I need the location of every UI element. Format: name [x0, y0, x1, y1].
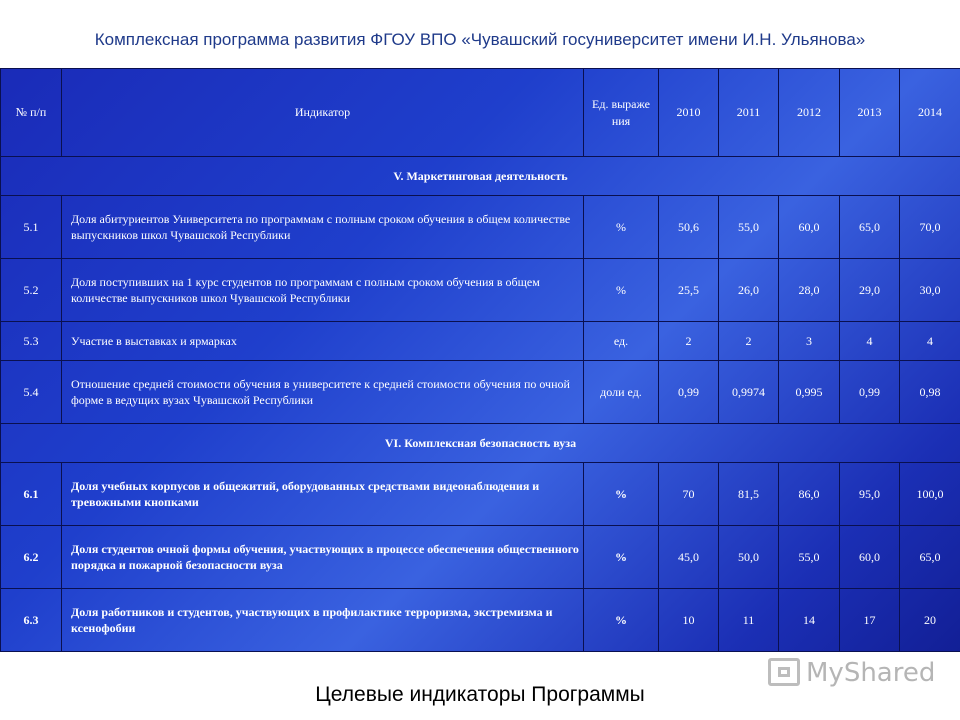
column-header-year: 2014 — [900, 69, 960, 157]
row-num: 6.1 — [1, 463, 62, 526]
row-value: 65,0 — [900, 526, 960, 589]
row-value: 60,0 — [840, 526, 900, 589]
row-value: 20 — [900, 589, 960, 652]
row-num: 6.2 — [1, 526, 62, 589]
section-row — [1, 424, 960, 463]
row-num: 5.3 — [1, 322, 62, 361]
row-value: 55,0 — [719, 196, 779, 259]
row-value: 28,0 — [779, 259, 840, 322]
slide-caption: Целевые индикаторы Программы — [315, 683, 645, 706]
row-value: 14 — [779, 589, 840, 652]
column-header-indicator: Индикатор — [62, 69, 584, 157]
row-unit: % — [584, 463, 659, 526]
row-value: 0,98 — [900, 361, 960, 424]
column-header-unit: Ед. выраже ния — [584, 69, 659, 157]
row-unit: % — [584, 526, 659, 589]
row-value: 50,6 — [659, 196, 719, 259]
row-indicator: Доля студентов очной формы обучения, участвующих в процессе обеспечения общественного порядка и пожарной безопасности вуза — [62, 526, 584, 589]
row-indicator: Доля учебных корпусов и общежитий, оборудованных средствами видеонаблюдения и тревожными кнопками — [62, 463, 584, 526]
row-unit: доли ед. — [584, 361, 659, 424]
row-value: 65,0 — [840, 196, 900, 259]
table-row — [1, 526, 960, 589]
row-value: 0,99 — [659, 361, 719, 424]
row-value: 2 — [659, 322, 719, 361]
row-value: 17 — [840, 589, 900, 652]
indicators-table-area — [0, 68, 960, 652]
row-value: 3 — [779, 322, 840, 361]
row-value: 26,0 — [719, 259, 779, 322]
row-value: 0,99 — [840, 361, 900, 424]
row-value: 2 — [719, 322, 779, 361]
row-value: 81,5 — [719, 463, 779, 526]
row-unit: ед. — [584, 322, 659, 361]
row-value: 25,5 — [659, 259, 719, 322]
row-value: 29,0 — [840, 259, 900, 322]
row-value: 86,0 — [779, 463, 840, 526]
table-row — [1, 259, 960, 322]
row-unit: % — [584, 196, 659, 259]
row-value: 45,0 — [659, 526, 719, 589]
row-value: 55,0 — [779, 526, 840, 589]
row-value: 50,0 — [719, 526, 779, 589]
row-num: 5.2 — [1, 259, 62, 322]
row-value: 95,0 — [840, 463, 900, 526]
section-row — [1, 157, 960, 196]
row-value: 100,0 — [900, 463, 960, 526]
column-header-year: 2012 — [779, 69, 840, 157]
table-row — [1, 589, 960, 652]
row-value: 30,0 — [900, 259, 960, 322]
row-value: 11 — [719, 589, 779, 652]
section-title: V. Маркетинговая деятельность — [1, 157, 960, 196]
column-header-year: 2013 — [840, 69, 900, 157]
row-num: 6.3 — [1, 589, 62, 652]
row-indicator: Отношение средней стоимости обучения в университете к средней стоимости обучения по очной форме в ведущих вузах Чувашской Республики — [62, 361, 584, 424]
row-indicator: Доля работников и студентов, участвующих в профилактике терроризма, экстремизма и ксенофобии — [62, 589, 584, 652]
table-header-row — [1, 69, 960, 157]
row-value: 70,0 — [900, 196, 960, 259]
row-value: 10 — [659, 589, 719, 652]
table-row — [1, 361, 960, 424]
column-header-num: № п/п — [1, 69, 62, 157]
row-unit: % — [584, 259, 659, 322]
row-num: 5.4 — [1, 361, 62, 424]
row-indicator: Участие в выставках и ярмарках — [62, 322, 584, 361]
table-row — [1, 322, 960, 361]
slides-icon — [768, 658, 800, 686]
row-value: 60,0 — [779, 196, 840, 259]
row-value: 4 — [840, 322, 900, 361]
column-header-year: 2011 — [719, 69, 779, 157]
section-title: VI. Комплексная безопасность вуза — [1, 424, 960, 463]
row-indicator: Доля поступивших на 1 курс студентов по программам с полным сроком обучения в общем количестве выпускников школ Чувашской Республики — [62, 259, 584, 322]
row-value: 0,9974 — [719, 361, 779, 424]
table-row — [1, 196, 960, 259]
row-value: 4 — [900, 322, 960, 361]
row-unit: % — [584, 589, 659, 652]
indicators-table — [0, 68, 960, 652]
row-indicator: Доля абитуриентов Университета по программам с полным сроком обучения в общем количестве выпускников школ Чувашской Республики — [62, 196, 584, 259]
row-value: 0,995 — [779, 361, 840, 424]
row-value: 70 — [659, 463, 719, 526]
row-num: 5.1 — [1, 196, 62, 259]
page-title: Комплексная программа развития ФГОУ ВПО «Чувашский госуниверситет имени И.Н. Ульянова» — [94, 30, 866, 49]
column-header-year: 2010 — [659, 69, 719, 157]
logo-text: MyShared — [806, 658, 936, 688]
table-row — [1, 463, 960, 526]
